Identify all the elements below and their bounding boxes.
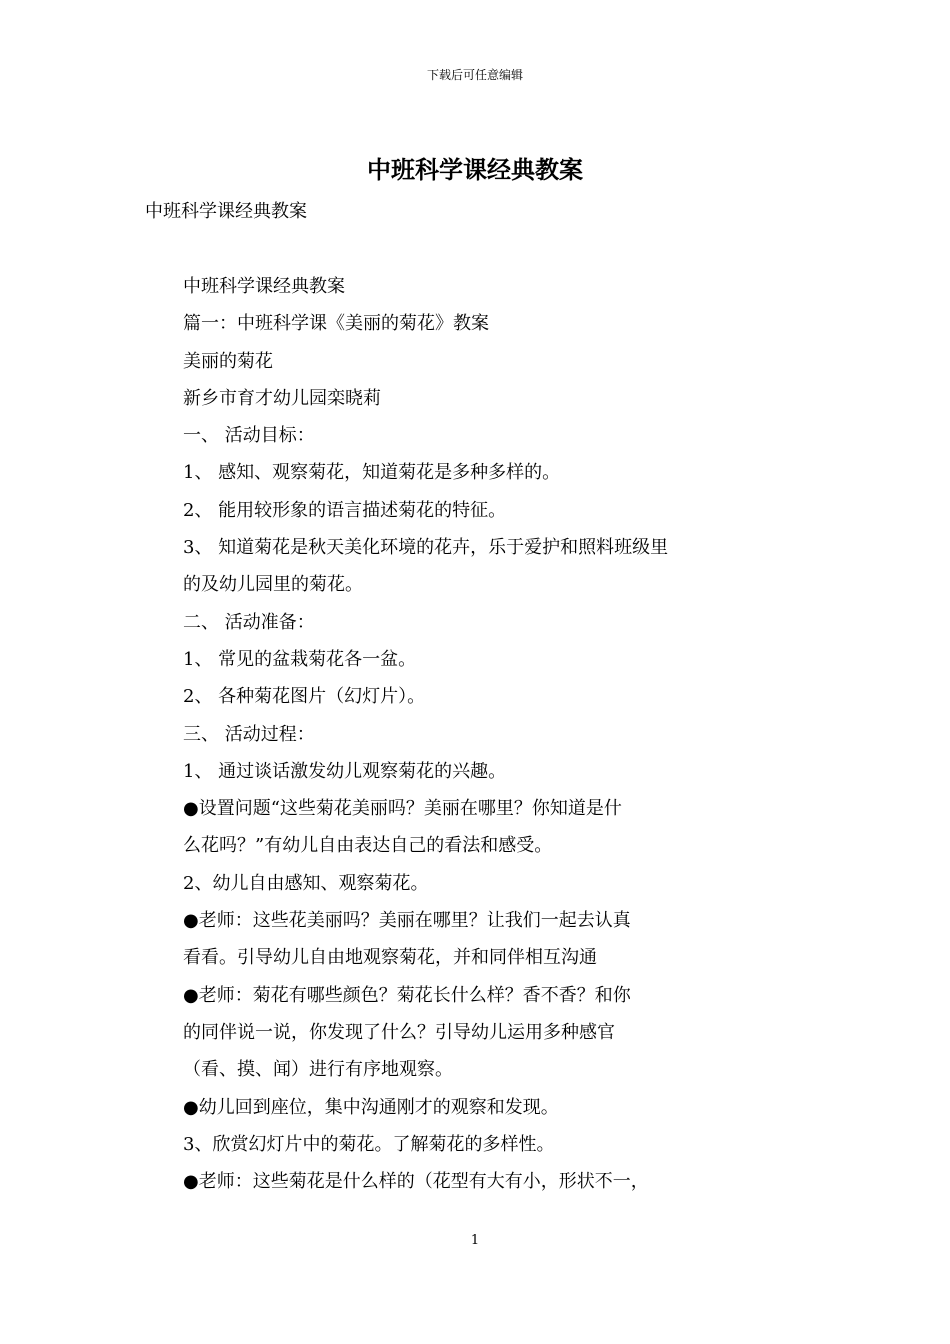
body-line: 1、 感知、观察菊花，知道菊花是多种多样的。 xyxy=(183,462,561,484)
document-body xyxy=(183,268,713,1200)
body-line: （看、摸、闻）进行有序地观察。 xyxy=(183,1059,453,1081)
body-line: ●幼儿回到座位，集中沟通刚才的观察和发现。 xyxy=(183,1096,559,1118)
body-line: ●老师：这些花美丽吗？美丽在哪里？让我们一起去认真 xyxy=(183,910,631,932)
body-line: 美丽的菊花 xyxy=(183,350,273,372)
body-line: 1、 常见的盆栽菊花各一盆。 xyxy=(183,648,417,670)
body-line: ●老师：菊花有哪些颜色？菊花长什么样？香不香？和你 xyxy=(183,984,631,1006)
body-line: ●设置问题“这些菊花美丽吗？美丽在哪里？你知道是什 xyxy=(183,798,622,820)
page-number: 1 xyxy=(470,1233,480,1248)
body-line: 新乡市育才幼儿园栾晓莉 xyxy=(183,387,381,409)
body-line: 篇一：中班科学课《美丽的菊花》教案 xyxy=(183,313,489,335)
body-line: 2、 各种菊花图片（幻灯片）。 xyxy=(183,686,426,708)
body-line: 2、 能用较形象的语言描述菊花的特征。 xyxy=(183,499,507,521)
body-line: 3、 知道菊花是秋天美化环境的花卉，乐于爱护和照料班级里 xyxy=(183,537,669,559)
body-line: 看看。引导幼儿自由地观察菊花，并和同伴相互沟通 xyxy=(183,947,597,969)
body-line: ●老师：这些菊花是什么样的（花型有大有小，形状不一， xyxy=(183,1171,649,1193)
body-line: 1、 通过谈话激发幼儿观察菊花的兴趣。 xyxy=(183,760,507,782)
document-subtitle: 中班科学课经典教案 xyxy=(145,201,307,222)
body-line: 一、 活动目标： xyxy=(183,425,315,447)
document-title: 中班科学课经典教案 xyxy=(367,155,583,184)
body-line: 么花吗？”有幼儿自由表达自己的看法和感受。 xyxy=(183,835,553,857)
body-line: 的同伴说一说，你发现了什么？引导幼儿运用多种感官 xyxy=(183,1021,615,1043)
body-line: 的及幼儿园里的菊花。 xyxy=(183,574,363,596)
body-line: 3、欣赏幻灯片中的菊花。了解菊花的多样性。 xyxy=(183,1133,555,1155)
page-header: 下载后可任意编辑 xyxy=(426,68,523,82)
body-line: 三、 活动过程： xyxy=(183,723,315,745)
body-line: 二、 活动准备： xyxy=(183,611,315,633)
body-line: 中班科学课经典教案 xyxy=(183,276,345,297)
body-line: 2、幼儿自由感知、观察菊花。 xyxy=(183,872,429,894)
